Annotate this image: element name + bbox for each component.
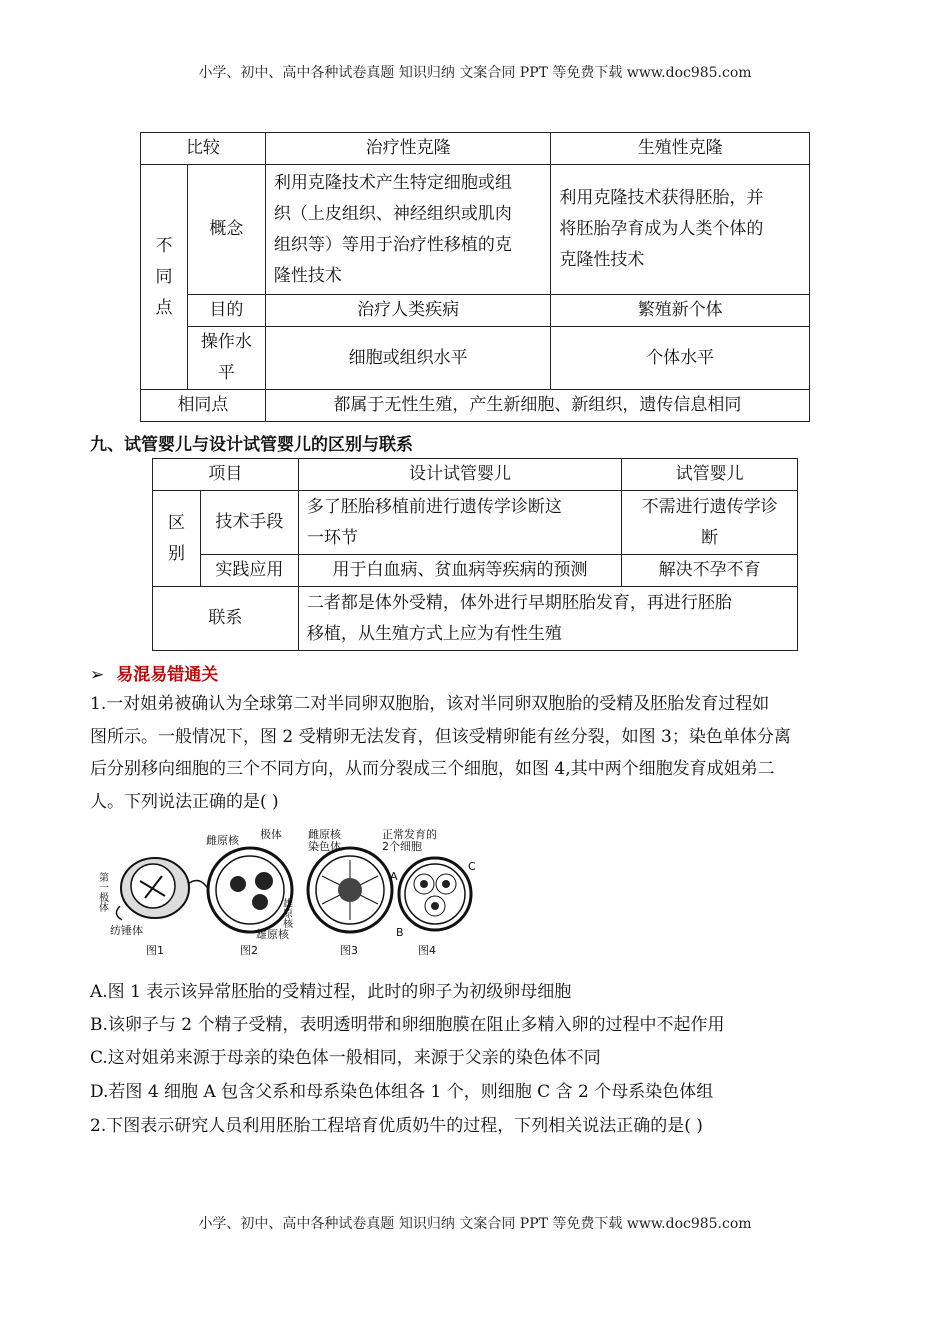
text-line: 二者都是体外受精，体外进行早期胚胎发育，再进行胚胎 bbox=[306, 592, 732, 613]
page-footer: 小学、初中、高中各种试卷真题 知识归纳 文案合同 PPT 等免费下载 www.doc985.com bbox=[198, 1216, 752, 1232]
question-2: 2.下图表示研究人员利用胚胎工程培育优质奶牛的过程，下列相关说法正确的是( ) bbox=[90, 1116, 703, 1136]
ivf-comparison-table bbox=[152, 458, 798, 651]
fig4-cell-b: B bbox=[396, 926, 404, 939]
fig1-spindle-label: 纺锤体 bbox=[110, 924, 143, 937]
diff-char: 别 bbox=[167, 543, 185, 564]
figure-1 bbox=[97, 858, 223, 957]
link-label: 联系 bbox=[153, 587, 299, 651]
fig3-caption: 图3 bbox=[340, 944, 358, 957]
option-d: D.若图 4 细胞 A 包含父系和母系染色体组各 1 个，则细胞 C 含 2 个母系染色体组 bbox=[90, 1082, 714, 1102]
same-text: 都属于无性生殖，产生新细胞、新组织，遗传信息相同 bbox=[265, 390, 809, 422]
figure-2 bbox=[206, 827, 293, 957]
header-item: 项目 bbox=[153, 459, 299, 491]
text-line: 断 bbox=[701, 527, 719, 548]
text-line: 多了胚胎移植前进行遗传学诊断这 bbox=[306, 496, 562, 517]
tech-label: 技术手段 bbox=[200, 491, 298, 555]
option-a: A.图 1 表示该异常胚胎的受精过程，此时的卵子为初级卵母细胞 bbox=[90, 982, 572, 1002]
fig4-cell-c: C bbox=[468, 860, 476, 873]
text-line: 不需进行遗传学诊 bbox=[641, 496, 778, 517]
fig2-caption: 图2 bbox=[240, 944, 258, 957]
header-designed: 设计试管婴儿 bbox=[298, 459, 621, 491]
text-line: 操作水 bbox=[200, 332, 252, 352]
app-designed: 用于白血病、贫血病等疾病的预测 bbox=[298, 555, 621, 587]
option-b: B.该卵子与 2 个精子受精，表明透明带和卵细胞膜在阻止多精入卵的过程中不起作用 bbox=[90, 1015, 725, 1035]
header-reproductive: 生殖性克隆 bbox=[551, 133, 810, 165]
question-line: 人。下列说法正确的是( ) bbox=[90, 791, 279, 812]
fig4-caption: 图4 bbox=[418, 944, 436, 957]
diff-label bbox=[153, 491, 201, 587]
diff-char: 同 bbox=[155, 266, 173, 287]
concept-therapeutic bbox=[265, 165, 551, 295]
fig3-label-line2: 染色体 bbox=[308, 840, 341, 853]
text-line: 隆性技术 bbox=[273, 265, 342, 286]
subheading-text: 易混易错通关 bbox=[116, 665, 219, 685]
text-line: 利用克隆技术产生特定细胞或组 bbox=[273, 172, 512, 193]
level-reproductive: 个体水平 bbox=[551, 327, 810, 390]
page-header: 小学、初中、高中各种试卷真题 知识归纳 文案合同 PPT 等免费下载 www.doc985.com bbox=[198, 65, 752, 81]
level-label bbox=[187, 327, 265, 390]
text-line: 织（上皮组织、神经组织或肌肉 bbox=[273, 203, 512, 224]
figure-3 bbox=[308, 827, 392, 957]
option-c: C.这对姐弟来源于母亲的染色体一般相同，来源于父亲的染色体不同 bbox=[90, 1048, 601, 1068]
subheading bbox=[90, 660, 218, 685]
fig4-label-line1: 正常发育的 bbox=[382, 828, 437, 841]
purpose-therapeutic: 治疗人类疾病 bbox=[265, 295, 551, 327]
question-1 bbox=[90, 688, 880, 818]
text-line: 平 bbox=[217, 363, 235, 383]
section-title: 九、试管婴儿与设计试管婴儿的区别与联系 bbox=[90, 435, 413, 455]
fig2-polar-label: 极体 bbox=[260, 828, 282, 841]
purpose-reproductive: 繁殖新个体 bbox=[551, 295, 810, 327]
fig3-label-line1: 雌原核 bbox=[308, 828, 341, 841]
arrow-icon: ➢ bbox=[90, 665, 105, 685]
concept-reproductive bbox=[551, 165, 810, 295]
cloning-comparison-table bbox=[140, 132, 810, 422]
question-line: 1.一对姐弟被确认为全球第二对半同卵双胞胎，该对半同卵双胞胎的受精及胚胎发育过程如 bbox=[90, 694, 770, 714]
level-therapeutic: 细胞或组织水平 bbox=[265, 327, 551, 390]
text-line: 将胚胎孕育成为人类个体的 bbox=[559, 219, 764, 239]
app-ivf: 解决不孕不育 bbox=[622, 555, 798, 587]
fertilization-figure bbox=[96, 826, 480, 962]
tech-ivf bbox=[622, 491, 798, 555]
concept-label: 概念 bbox=[187, 165, 265, 295]
text-line: 一环节 bbox=[306, 527, 358, 548]
same-label: 相同点 bbox=[141, 390, 266, 422]
diff-char: 区 bbox=[167, 512, 185, 533]
text-line: 组织等）等用于治疗性移植的克 bbox=[273, 234, 512, 255]
text-line: 克隆性技术 bbox=[559, 250, 645, 270]
fig2-female-label: 雌原核 bbox=[206, 834, 239, 847]
fig2-male-side-label: 雄原核 bbox=[280, 898, 292, 928]
app-label: 实践应用 bbox=[200, 555, 298, 587]
link-text bbox=[298, 587, 797, 651]
text-line: 移植，从生殖方式上应为有性生殖 bbox=[306, 623, 562, 644]
question-line: 后分别移向细胞的三个不同方向，从而分裂成三个细胞，如图 4,其中两个细胞发育成姐弟二 bbox=[90, 759, 775, 779]
diff-char: 点 bbox=[155, 297, 173, 318]
tech-designed bbox=[298, 491, 621, 555]
fig1-polar-label: 第一极体 bbox=[96, 872, 108, 912]
header-compare: 比较 bbox=[141, 133, 266, 165]
fig4-cell-a: A bbox=[390, 870, 398, 883]
question-line: 图所示。一般情况下，图 2 受精卵无法发育，但该受精卵能有丝分裂，如图 3；染色单体分离 bbox=[90, 726, 791, 747]
fig1-caption: 图1 bbox=[146, 944, 164, 957]
diff-label bbox=[141, 165, 188, 390]
fig4-label-line2: 2个细胞 bbox=[382, 840, 422, 853]
figure-4 bbox=[382, 827, 476, 957]
diff-char: 不 bbox=[155, 235, 173, 256]
header-ivf: 试管婴儿 bbox=[622, 459, 798, 491]
header-therapeutic: 治疗性克隆 bbox=[265, 133, 551, 165]
fig2-male-label: 雄原核 bbox=[256, 928, 289, 941]
purpose-label: 目的 bbox=[187, 295, 265, 327]
text-line: 利用克隆技术获得胚胎，并 bbox=[559, 188, 764, 208]
